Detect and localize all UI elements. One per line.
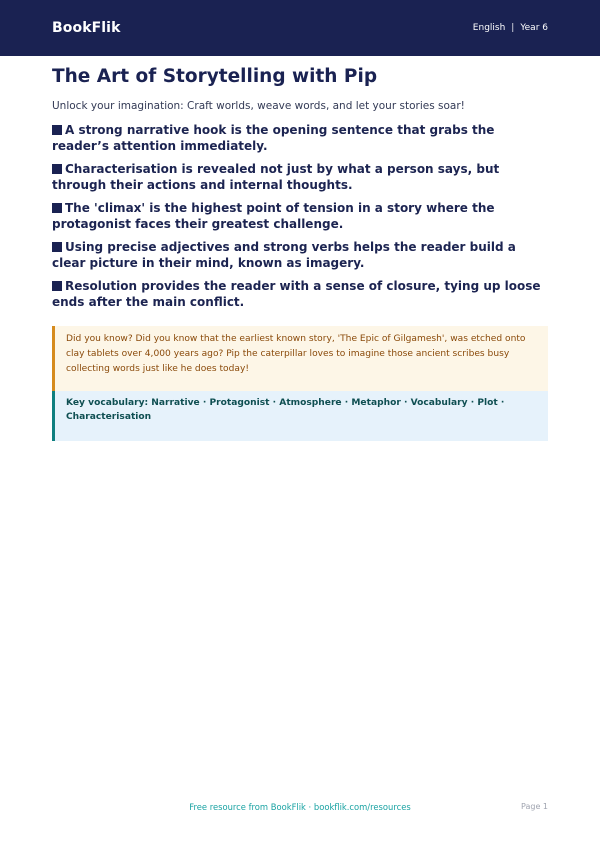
square-bullet-icon bbox=[52, 281, 62, 291]
fact-text: The 'climax' is the highest point of tension in a story where the protagonist faces their greatest challenge. bbox=[52, 201, 495, 231]
meta-separator: | bbox=[511, 23, 515, 33]
page-number: Page 1 bbox=[521, 802, 548, 811]
footer-link[interactable]: Free resource from BookFlik · bookflik.com/resources bbox=[189, 802, 411, 812]
page-footer bbox=[0, 802, 600, 814]
list-item bbox=[52, 161, 552, 193]
header-bar bbox=[0, 0, 600, 56]
list-item bbox=[52, 122, 552, 154]
square-bullet-icon bbox=[52, 125, 62, 135]
brand-logo[interactable]: BookFlik bbox=[52, 20, 121, 36]
page-title: The Art of Storytelling with Pip bbox=[52, 66, 378, 87]
fact-text: Using precise adjectives and strong verbs helps the reader build a clear picture in their mind, known as imagery. bbox=[52, 240, 516, 270]
did-you-know-callout: Did you know? Did you know that the earliest known story, 'The Epic of Gilgamesh', was etched onto clay tablets over 4,000 years ago? Pip the caterpillar loves to imagine those ancient scribes busy collecting words just like he does today! bbox=[52, 326, 548, 391]
list-item bbox=[52, 200, 552, 232]
list-item bbox=[52, 278, 552, 310]
fact-text: Resolution provides the reader with a sense of closure, tying up loose ends after the main conflict. bbox=[52, 279, 541, 309]
list-item bbox=[52, 239, 552, 271]
fact-text: Characterisation is revealed not just by what a person says, but through their actions and internal thoughts. bbox=[52, 162, 500, 192]
fact-list bbox=[52, 122, 552, 317]
key-vocabulary-box: Key vocabulary: Narrative · Protagonist · Atmosphere · Metaphor · Vocabulary · Plot · Characterisation bbox=[52, 391, 548, 441]
subject-label: English bbox=[472, 23, 506, 33]
square-bullet-icon bbox=[52, 203, 62, 213]
square-bullet-icon bbox=[52, 242, 62, 252]
square-bullet-icon bbox=[52, 164, 62, 174]
year-label: Year 6 bbox=[520, 23, 548, 33]
page-subtitle: Unlock your imagination: Craft worlds, weave words, and let your stories soar! bbox=[52, 100, 465, 112]
subject-meta bbox=[473, 23, 548, 33]
fact-text: A strong narrative hook is the opening sentence that grabs the reader’s attention immediately. bbox=[52, 123, 495, 153]
